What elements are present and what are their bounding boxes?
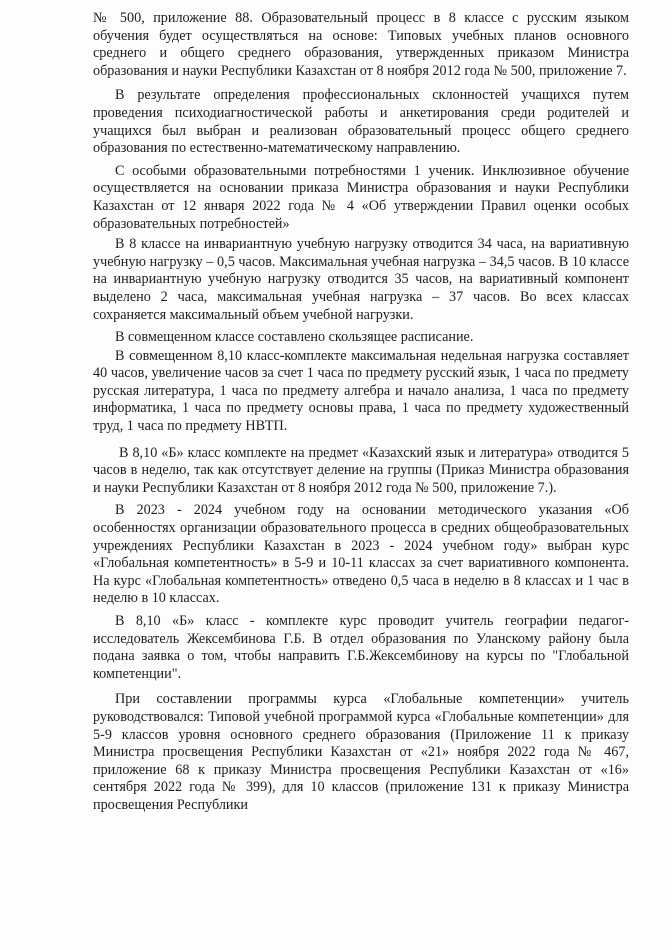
paragraph-5: В совмещенном классе составлено скользящее расписание.	[115, 329, 474, 346]
paragraph-8: В 2023 - 2024 учебном году на основании методического указания «Об особенностях организации образовательного процесса в средних общеобразовательных учреждениях Республики Казахстан в 2023 - 2024 учебном году» выбран курс «Глобальная компетентность» в 5-9 и 10-11 классах за счет вариативного компонента. На курс «Глобальная компетентность» отведено 0,5 часа в неделю в 8 классах и 1 час в неделю в 10 классах.	[93, 502, 629, 607]
paragraph-2: В результате определения профессиональных склонностей учащихся путем проведения психодиагностической работы и анкетирования среди родителей и учащихся был выбран и реализован образовательный процесс общего среднего образования по естественно-математическому направлению.	[93, 87, 629, 157]
paragraph-3: С особыми образовательными потребностями 1 ученик. Инклюзивное обучение осуществляется на основании приказа Министра образования и науки Республики Казахстан от 12 января 2022 года № 4 «Об утверждении Правил оценки особых образовательных потребностей»	[93, 162, 629, 232]
paragraph-6: В совмещенном 8,10 класс-комплекте максимальная недельная нагрузка составляет 40 часов, увеличение часов за счет 1 часа по предмету русский язык, 1 часа по предмету русская литература, 1 часа по предмету алгебра и начало анализа, 1 часа по предмету информатика, 1 часа по предмету основы права, 1 часа по предмету художественный труд, 1 часа по предмету НВТП.	[93, 347, 629, 435]
paragraph-9: В 8,10 «Б» класс - комплекте курс проводит учитель географии педагог-исследователь Жексембинова Г.Б. В отдел образования по Уланскому району была подана заявка о том, чтобы направить Г.Б.Жексембинову на курсы по "Глобальной компетенции".	[93, 613, 629, 682]
paragraph-1: № 500, приложение 88. Образовательный процесс в 8 классе с русским языком обучения будет осуществляться на основе: Типовых учебных планов основного среднего и общего среднего образования, утвержденных приказом Министра образования и науки Республики Казахстан от 8 ноября 2012 года № 500, приложение 7.	[93, 10, 629, 79]
paragraph-4: В 8 классе на инвариантную учебную нагрузку отводится 34 часа, на вариативную учебную нагрузку – 0,5 часов. Максимальная учебная нагрузка – 34,5 часов. В 10 классе на инвариантную учебную нагрузку отводится 35 часов, на вариативный компонент выделено 2 часа, максимальная учебная нагрузка – 37 часов. Во всех классах сохраняется максимальный объем учебной нагрузки.	[93, 236, 629, 323]
paragraph-10: При составлении программы курса «Глобальные компетенции» учитель руководствовался: Типовой учебной программой курса «Глобальные компетенции» для 5-9 классов уровня основного среднего образования (Приложение 11 к приказу Министра просвещения Республики Казахстан от «21» ноября 2022 года № 467, приложение 68 к приказу Министра просвещения Республики Казахстан от «16» сентября 2022 года № 399), для 10 классов (приложение 131 к приказу Министра просвещения Республики	[93, 691, 629, 813]
paragraph-7: В 8,10 «Б» класс комплекте на предмет «Казахский язык и литература» отводится 5 часов в неделю, так как отсутствует деление на группы (Приказ Министра образования и науки Республики Казахстан от 8 ноября 2012 года № 500, приложение 7.).	[93, 444, 629, 496]
document-page	[93, 10, 629, 816]
